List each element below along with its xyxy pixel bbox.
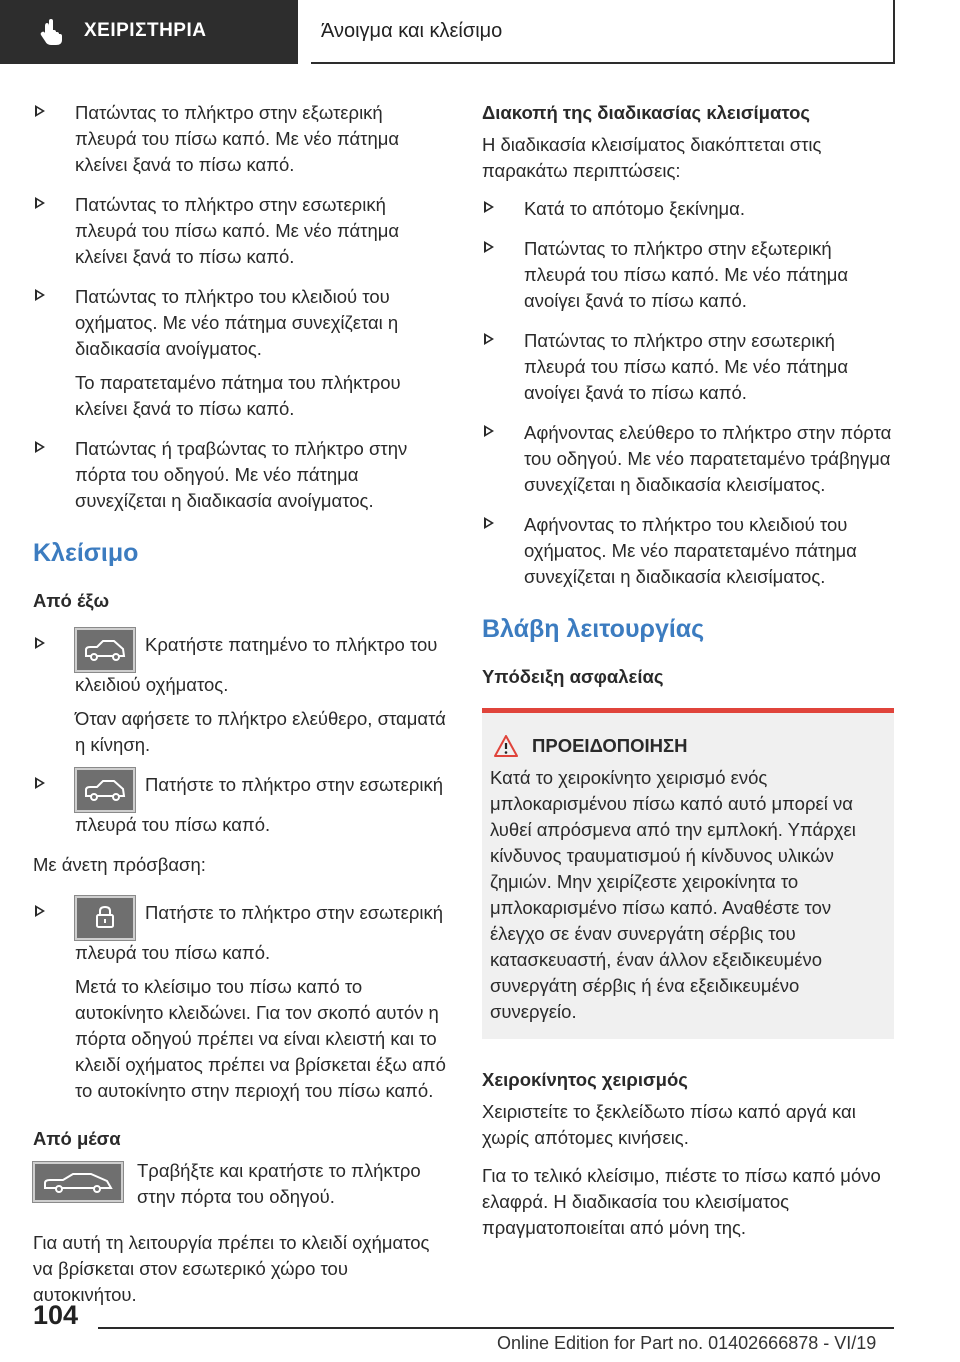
list-item [33,900,448,1104]
list-item-note: Το παρατεταμένο πάτημα του πλήκτρου κλείνει ξανά το πίσω καπό. [75,372,401,419]
list-item [482,328,894,406]
list-item-text: Κατά το απότομο ξεκίνημα. [524,198,745,219]
edition-text: Online Edition for Part no. 01402666878 - VI/19 [497,1333,877,1353]
interrupt-heading: Διακοπή της διαδικασίας κλεισίματος [482,102,810,123]
list-item [33,284,448,422]
interrupt-intro: Η διαδικασία κλεισίματος διακόπτεται στις παρακάτω περιπτώσεις: [482,134,822,181]
lock-button-icon [75,896,135,940]
hand-pointer-icon [38,18,66,46]
manual-paragraph: Χειριστείτε το ξεκλείδωτο πίσω καπό αργά και χωρίς απότομες κινήσεις. [482,1101,856,1148]
list-item-text: Πατήστε το πλήκτρο στην εσωτερική πλευρά του πίσω καπό. [75,902,444,963]
left-column [33,100,448,1320]
manual-heading: Χειροκίνητος χειρισμός [482,1069,688,1090]
list-item-text: Πατώντας το πλήκτρο στην εσωτερική πλευρά του πίσω καπό. Με νέο πάτημα κλείνει ξανά το πίσω καπό. [75,194,400,267]
chapter-title: Άνοιγμα και κλείσιμο [321,20,503,42]
list-item-text: Πατώντας το πλήκτρο στην εξωτερική πλευρά του πίσω καπό. Με νέο πάτημα κλείνει ξανά το πίσω καπό. [75,102,400,175]
bullet-triangle-icon [484,425,494,437]
malfunction-heading: Βλάβη λειτουργίας [482,615,705,643]
car-trunk-button-icon [33,1162,123,1202]
safety-heading: Υπόδειξη ασφαλείας [482,666,664,687]
closing-heading: Κλείσιμο [33,539,139,567]
bullet-triangle-icon [35,197,45,209]
list-item-text: Πατώντας ή τραβώντας το πλήκτρο στην πόρτα του οδηγού. Με νέο πάτημα συνεχίζεται η διαδικασία ανοίγματος. [75,438,408,511]
inside-instruction-text: Τραβήξτε και κρατήστε το πλήκτρο στην πόρτα του οδηγού. [137,1160,421,1207]
page-header [0,0,960,68]
list-item [482,512,894,590]
bullet-triangle-icon [35,441,45,453]
bullet-triangle-icon [35,905,45,917]
inside-heading: Από μέσα [33,1128,121,1149]
inside-note: Για αυτή τη λειτουργία πρέπει το κλειδί οχήματος να βρίσκεται στον εσωτερικό χώρο του αυτοκινήτου. [33,1232,430,1305]
warning-triangle-icon [494,735,518,757]
list-item [33,192,448,270]
list-item-text: Κρατήστε πατημένο το πλήκτρο του κλειδιού οχήματος. [75,634,438,695]
manual-paragraph: Για το τελικό κλείσιμο, πιέστε το πίσω καπό μόνο ελαφρά. Η διαδικασία του κλεισίματος πραγματοποιείται από μόνη της. [482,1165,881,1238]
bullet-triangle-icon [484,201,494,213]
list-item-text: Πατώντας το πλήκτρο του κλειδιού του οχήματος. Με νέο πάτημα συνεχίζεται η διαδικασία ανοίγματος. [75,286,399,359]
bullet-triangle-icon [35,105,45,117]
list-item-note: Μετά το κλείσιμο του πίσω καπό το αυτοκίνητο κλειδώνει. Για τον σκοπό αυτόν η πόρτα οδηγού πρέπει να είναι κλειστή και το κλειδί οχήματος πρέπει να βρίσκεται έξω από το αυτοκίνητο στην περιοχή του πίσω καπό. [75,976,446,1101]
bullet-triangle-icon [35,289,45,301]
outside-heading: Από έξω [33,590,110,611]
list-item [482,420,894,498]
list-item-text: Πατήστε το πλήκτρο στην εσωτερική πλευρά του πίσω καπό. [75,774,444,835]
bullet-triangle-icon [35,637,45,649]
bullet-triangle-icon [484,517,494,529]
list-item [33,632,448,758]
chapter-header [311,0,895,64]
inside-instruction [33,1158,448,1210]
list-item [482,236,894,314]
footer-divider [98,1327,894,1329]
list-item [33,100,448,178]
warning-title: ΠΡΟΕΙΔΟΠΟΙΗΣΗ [532,735,688,756]
bullet-triangle-icon [484,333,494,345]
list-item-text: Αφήνοντας το πλήκτρο του κλειδιού του οχήματος. Με νέο παρατεταμένο πάτημα συνεχίζεται η διαδικασία κλεισίματος. [524,514,857,587]
car-trunk-button-icon [75,628,135,672]
comfort-access-label: Με άνετη πρόσβαση: [33,854,206,875]
list-item [33,436,448,514]
bullet-triangle-icon [35,777,45,789]
bullet-triangle-icon [484,241,494,253]
section-label: ΧΕΙΡΙΣΤΗΡΙΑ [84,20,207,41]
list-item-text: Πατώντας το πλήκτρο στην εσωτερική πλευρά του πίσω καπό. Με νέο πάτημα ανοίγει ξανά το πίσω καπό. [524,330,849,403]
right-column [482,100,894,1253]
list-item [482,196,894,222]
list-item [33,772,448,838]
list-item-text: Πατώντας το πλήκτρο στην εξωτερική πλευρά του πίσω καπό. Με νέο πάτημα ανοίγει ξανά το πίσω καπό. [524,238,849,311]
section-tab [0,0,298,64]
page-number: 104 [33,1300,79,1330]
warning-text: Κατά το χειροκίνητο χειρισμό ενός μπλοκαρισμένου πίσω καπό αυτό μπορεί να λυθεί απρόσμενα από την εμπλοκή. Υπάρχει κίνδυνος τραυματισμού ή κίνδυνος υλικών ζημιών. Μην χειρίζεστε χειροκίνητα το μπλοκαρισμένο πίσω καπό. Αναθέστε τον έλεγχο σε έναν συνεργάτη σέρβις του κατασκευαστή, έναν άλλον εξειδικευμένο συνεργάτη σέρβις ή ένα εξειδικευμένο συνεργείο. [490,767,856,1022]
list-item-text: Αφήνοντας ελεύθερο το πλήκτρο στην πόρτα του οδηγού. Με νέο παρατεταμένο τράβηγμα συνεχίζεται η διαδικασία κλεισίματος. [524,422,892,495]
warning-heading [494,733,892,759]
list-item-note: Όταν αφήσετε το πλήκτρο ελεύθερο, σταματά η κίνηση. [75,708,446,755]
warning-box [482,708,894,1039]
car-trunk-button-icon [75,768,135,812]
